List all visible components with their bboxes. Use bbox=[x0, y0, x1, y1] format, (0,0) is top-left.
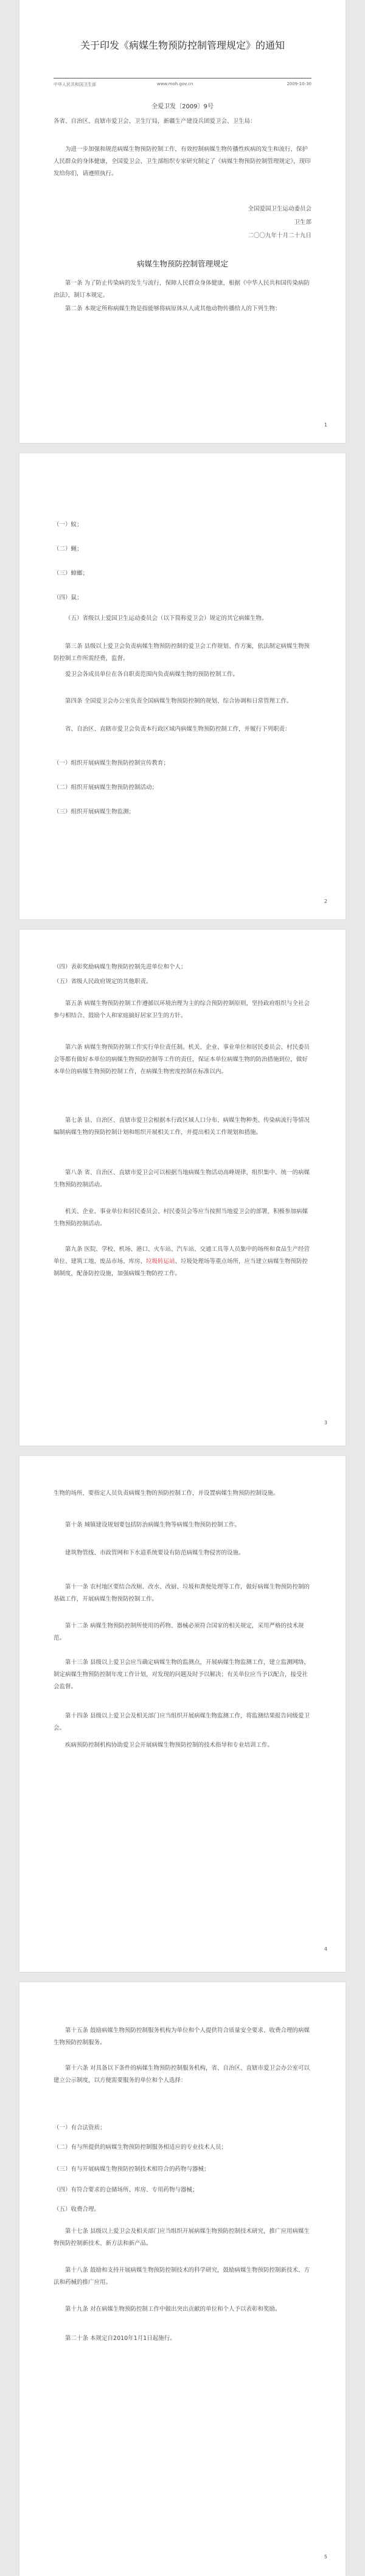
condition-item: （一）有合法资质； bbox=[54, 2125, 106, 2131]
document-page-3 bbox=[19, 930, 346, 1446]
document-page-2 bbox=[19, 453, 346, 919]
article-10-para: 建筑物管线、市政管网和下水道系统要设有防范病媒生物侵害的设施。 bbox=[65, 1550, 245, 1556]
article-7: 第七条 县、自治区、直辖市爱卫会根据本行政区域人口分布、病媒生物种类、传染病流行等情况编制病媒生物的预防控制计划和组织开展相关工作，并提出相关工作规划和措施。 bbox=[54, 1117, 310, 1136]
article-10: 第十条 城镇建设规划要包括防治病媒生物等病媒生物预防控制工作。 bbox=[65, 1522, 241, 1528]
duty-item: （一）组织开展病媒生物预防控制宣传教育； bbox=[54, 760, 170, 767]
list-item: （三）蟑螂； bbox=[54, 570, 89, 577]
article-12: 第十二条 病媒生物预防控制所使用的药物、器械必须符合国家的相关规定，采用严格的技术规范。 bbox=[54, 1623, 304, 1641]
article-8: 第八条 省、自治区、直辖市爱卫会可以根据当地病媒生物活动高峰规律，组织集中、统一的病媒生物预防控制活动。 bbox=[54, 1169, 310, 1188]
article-11: 第十一条 农村地区要结合改厕、改水、改厨、垃圾和粪便处理等工作，做好病媒生物预防控制的基础工作，开展病媒生物预防控制工作。 bbox=[54, 1584, 310, 1603]
duty-item: （五）省级人民政府规定的其他职责。 bbox=[54, 978, 152, 985]
list-item: （四）鼠； bbox=[54, 594, 83, 601]
article-4: 第四条 全国爱卫会办公室负责全国病媒生物预防控制的规划、综合协调和日常管理工作。 bbox=[65, 698, 293, 705]
condition-item: （五）收费合理。 bbox=[54, 2206, 100, 2213]
issuer-label: 中华人民共和国卫生部 bbox=[54, 82, 96, 87]
document-page-1 bbox=[19, 0, 346, 443]
article-1: 第一条 为了防止传染病的发生与流行，保障人民群众身体健康，根据《中华人民共和国传染病防治法》，制订本规定。 bbox=[54, 280, 310, 299]
page-number: 3 bbox=[324, 1420, 327, 1426]
article-5: 第五条 病媒生物预防控制工作遵循以环境治理为主的综合预防控制原则，坚持政府组织与全社会参与相结合、鼓励个人和家庭搞好居家卫生的方针。 bbox=[54, 1000, 310, 1019]
document-page-4 bbox=[19, 1456, 346, 1972]
condition-item: （二）有与所提供的病媒生物预防控制服务相适应的专业技术人员； bbox=[54, 2144, 228, 2151]
article-3-para: 爱卫会各成员单位在各自职责范围内负责病媒生物的预防控制工作。 bbox=[65, 671, 239, 678]
article-9 bbox=[54, 1244, 311, 1280]
article-20: 第二十条 本规定自2010年1月1日起施行。 bbox=[65, 2335, 176, 2342]
signature-org: 全国爱国卫生运动委员会 bbox=[248, 206, 311, 212]
regulation-title: 病媒生物预防控制管理规定 bbox=[136, 259, 228, 268]
signature-org-2: 卫生部 bbox=[294, 219, 311, 226]
addressee: 各省、自治区、直辖市爱卫会、卫生厅局，新疆生产建设兵团爱卫会、卫生局： bbox=[54, 118, 256, 125]
list-item: （二）蝇； bbox=[54, 546, 83, 552]
duty-item: （四）表彰奖励病媒生物预防控制先进单位和个人； bbox=[54, 964, 187, 970]
page-number: 2 bbox=[324, 899, 327, 904]
article-15: 第十五条 鼓励病媒生物预防控制服务机构为单位和个人提供符合质量安全要求、收费合理的病媒生物预防控制服务。 bbox=[54, 2027, 310, 2046]
page-number: 4 bbox=[324, 1946, 327, 1952]
duty-item: （三）组织开展病媒生物监测； bbox=[54, 809, 135, 815]
article-13: 第十三条 县级以上爱卫会应当确定病媒生物的监测点，开展病媒生物监测工作，建立监测网络，制定病媒生物预防控制年度工作计划，对发现的问题及时予以解决；有关单位应当予以配合，接受社会监督。 bbox=[54, 1659, 310, 1690]
article-4-para: 省、自治区、直辖市爱卫会负责本行政区域内病媒生物预防控制工作，并履行下列职责： bbox=[65, 726, 291, 733]
condition-item: （四）有符合要求的仓储场所、库房、专用药物与器械； bbox=[54, 2187, 198, 2193]
duty-item: （二）组织开展病媒生物预防控制活动； bbox=[54, 784, 158, 791]
condition-item: （三）有与开展病媒生物预防控制技术相符合的药物与器械； bbox=[54, 2166, 210, 2173]
article-8-para: 机关、企业、事业单位和居民委员会、村民委员会等应当按照当地爱卫会的部署，积极参加病媒生物预防控制活动。 bbox=[54, 1208, 308, 1227]
signature-date: 二〇〇九年十月二十九日 bbox=[248, 232, 311, 239]
article-9-cont: 生物的场所，要指定人员负责病媒生物的预防控制工作，并设置病媒生物预防控制设施。 bbox=[54, 1490, 279, 1497]
highlighted-term: 垃圾转运站 bbox=[146, 1258, 175, 1265]
article-16: 第十六条 对具备以下条件的病媒生物预防控制服务机构，省、自治区、直辖市爱卫会办公室可以建立公示制度，以方便需要服务的单位和个人选择： bbox=[54, 2065, 310, 2084]
article-9-text: 第九条 医院、学校、机场、港口、火车站、汽车站、交通工具等人员集中的场所和食品生产经营单位、建筑工地、废品市场、库房、 bbox=[54, 1246, 310, 1265]
document-number: 全爱卫发〔2009〕9号 bbox=[151, 103, 214, 110]
document-page-5 bbox=[19, 1982, 346, 2576]
article-6: 第六条 病媒生物预防控制工作实行单位责任制。机关、企业、事业单位和居民委员会、村民委员会等都有做好本单位的病媒生物预防控制等工作的责任，保证本单位病媒生物的防治措施到位，做好本单位的病媒生物预防控制工作，在病媒生物密度控制在标准以内。 bbox=[54, 1044, 310, 1075]
page-number: 1 bbox=[324, 422, 327, 428]
page-number: 5 bbox=[324, 2554, 327, 2560]
article-14-para: 疾病预防控制机构协助爱卫会开展病媒生物预防控制的技术指导和专业培训工作。 bbox=[65, 1742, 274, 1749]
notice-title: 关于印发《病媒生物预防控制管理规定》的通知 bbox=[80, 40, 285, 51]
article-18: 第十八条 鼓励和支持开展病媒生物预防控制技术的科学研究，鼓励病媒生物预防控制新技术、方法和药械的推广应用。 bbox=[54, 2267, 310, 2286]
publish-date: 2009-10-30 bbox=[287, 82, 311, 86]
article-19: 第十九条 对在病媒生物预防控制工作中做出突出贡献的单位和个人予以表彰和奖励。 bbox=[65, 2306, 281, 2313]
notice-body: 为进一步加强和规范病媒生物预防控制工作，有效控制病媒生物传播性疾病的发生和流行，保护人民群众的身体健康，全国爱卫会、卫生部组织专家研究制定了《病媒生物预防控制管理规定》，现印发给你们，请遵照执行。 bbox=[54, 146, 311, 177]
list-item: （一）蚊； bbox=[54, 521, 83, 528]
article-17: 第十七条 县级以上爱卫会及相关部门应当组织开展病媒生物预防控制技术研究，推广应用病媒生物预防控制新技术、新方法和新产品。 bbox=[54, 2228, 310, 2247]
article-14: 第十四条 县级以上爱卫会及相关部门应当组织开展病媒生物监测工作，将监测结果报告同级爱卫会。 bbox=[54, 1713, 310, 1732]
source-url[interactable]: www.moh.gov.cn bbox=[157, 82, 193, 86]
list-item: （五）省级以上爱国卫生运动委员会（以下简称爱卫会）规定的其它病媒生物。 bbox=[65, 615, 268, 622]
article-9-text: 、垃圾处理场等重点场所，应当建立病媒生物预防控制制度，配备防控设施，加强病媒生物防控工作。 bbox=[54, 1258, 308, 1277]
article-2: 第二条 本规定所称病媒生物是指能够将病原体从人或其他动物传播给人的下列生物： bbox=[65, 305, 281, 312]
article-3: 第三条 县级以上爱卫会负责病媒生物预防控制的爱卫会工作规划、作方案，依法制定病媒生物预防控制工作所需经费，监督。 bbox=[54, 643, 310, 662]
